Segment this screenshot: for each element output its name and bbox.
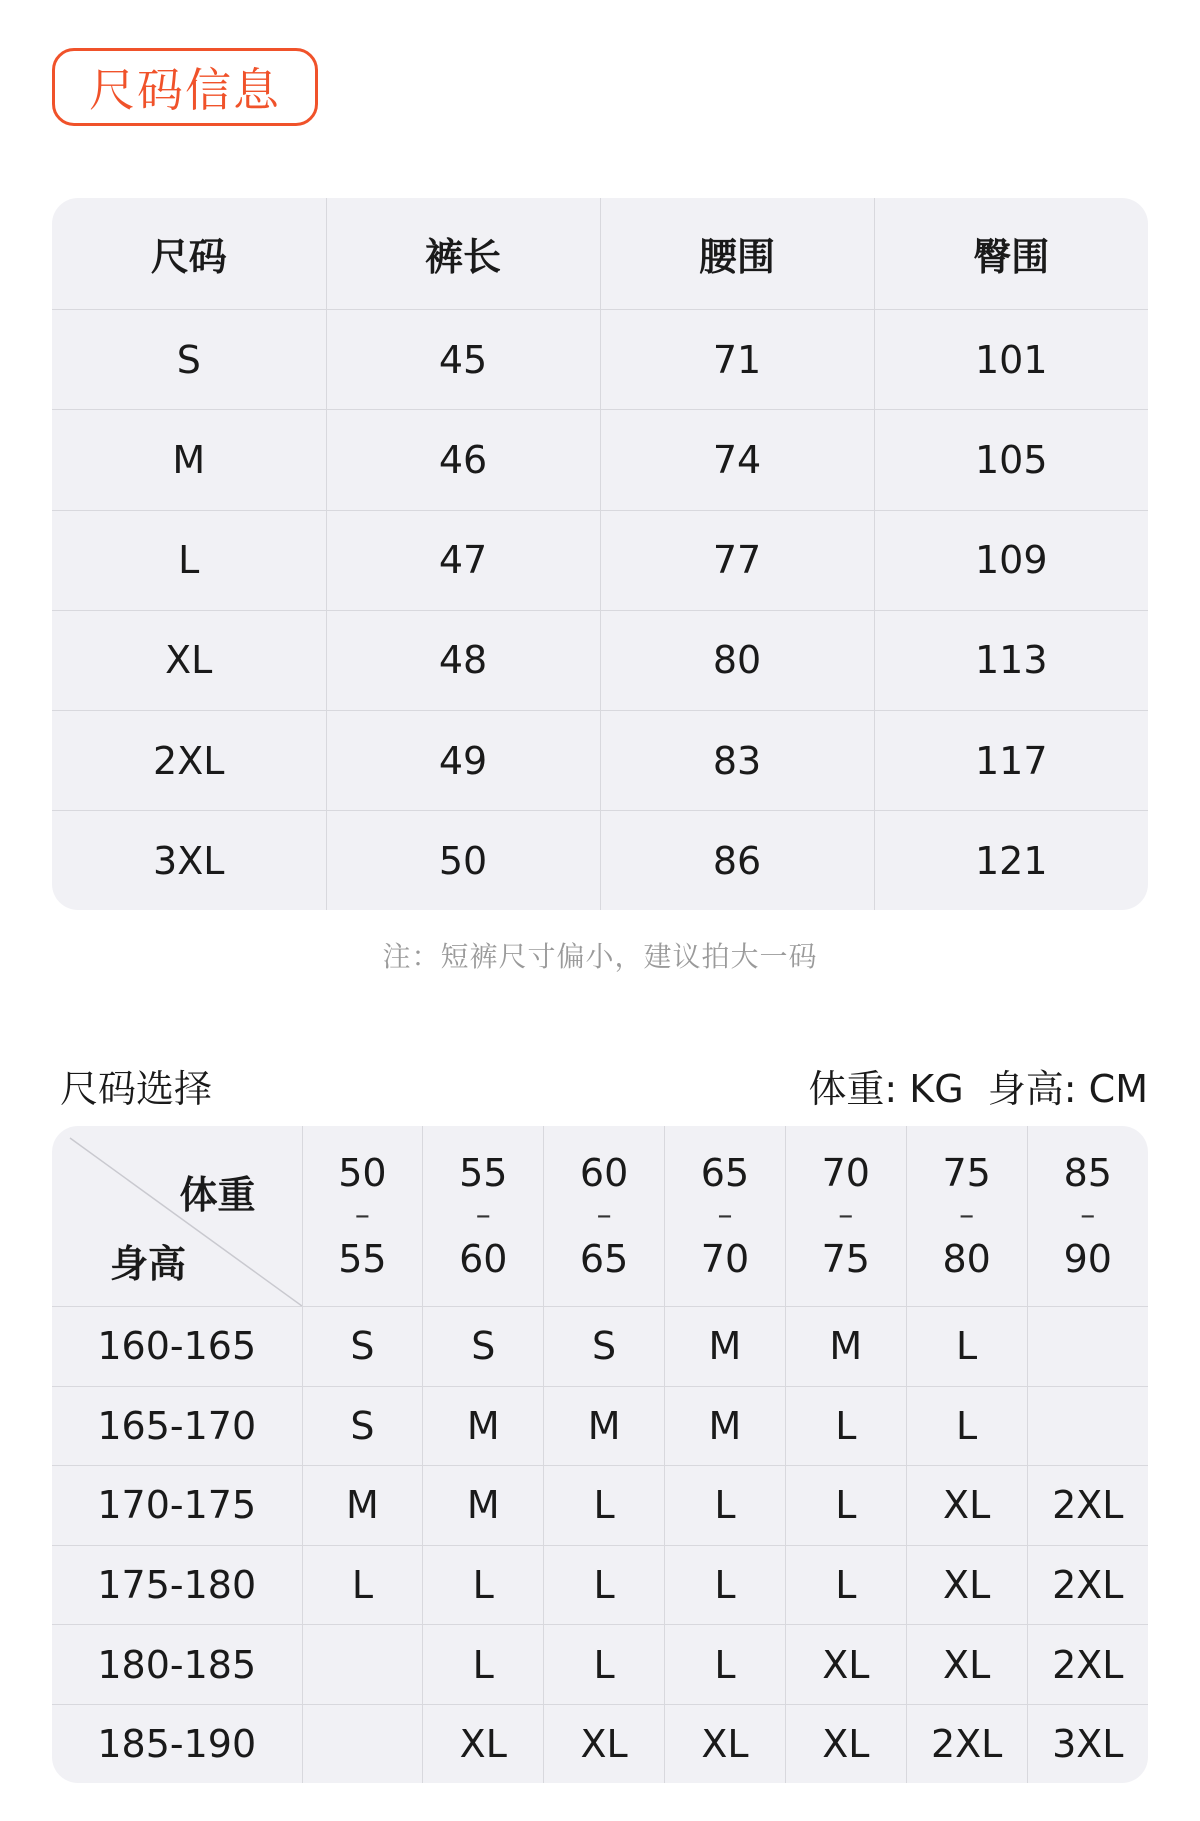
height-range-cell: 165-170	[52, 1386, 302, 1466]
size-info-table	[52, 198, 1148, 910]
table-header-row	[52, 198, 1148, 310]
recommended-size-cell: 2XL	[906, 1704, 1027, 1783]
recommended-size-cell: L	[785, 1386, 906, 1466]
recommended-size-cell: L	[302, 1545, 423, 1625]
table-row	[52, 1704, 1148, 1783]
cell-waist: 80	[600, 610, 874, 710]
table-row	[52, 1466, 1148, 1546]
corner-height-label: 身高	[110, 1242, 187, 1286]
recommended-size-cell: M	[302, 1466, 423, 1546]
cell-hip: 117	[874, 711, 1148, 811]
size-choose-table	[52, 1126, 1148, 1783]
recommended-size-cell	[1027, 1307, 1148, 1387]
cell-size: M	[52, 410, 326, 510]
cell-size: XL	[52, 610, 326, 710]
recommended-size-cell: XL	[423, 1704, 544, 1783]
cell-length: 46	[326, 410, 600, 510]
range-separator: –	[354, 1198, 370, 1233]
cell-waist: 74	[600, 410, 874, 510]
recommended-size-cell: L	[785, 1466, 906, 1546]
recommended-size-cell: L	[906, 1386, 1027, 1466]
recommended-size-cell: L	[544, 1545, 665, 1625]
weight-range-header	[423, 1126, 544, 1307]
section-title-badge	[52, 48, 318, 126]
header-hip: 臀围	[874, 198, 1148, 310]
cell-hip: 113	[874, 610, 1148, 710]
cell-hip: 109	[874, 510, 1148, 610]
recommended-size-cell: 2XL	[1027, 1545, 1148, 1625]
table-row	[52, 310, 1148, 410]
cell-waist: 86	[600, 811, 874, 910]
recommended-size-cell: S	[423, 1307, 544, 1387]
weight-to: 70	[700, 1237, 750, 1281]
recommended-size-cell: M	[544, 1386, 665, 1466]
height-range-cell: 160-165	[52, 1307, 302, 1387]
weight-range-header	[544, 1126, 665, 1307]
weight-to: 90	[1063, 1237, 1112, 1281]
range-separator: –	[838, 1198, 854, 1233]
recommended-size-cell: L	[665, 1545, 786, 1625]
recommended-size-cell: S	[544, 1307, 665, 1387]
table-row	[52, 711, 1148, 811]
weight-range-header	[906, 1126, 1027, 1307]
table-row	[52, 1545, 1148, 1625]
recommended-size-cell: 2XL	[1027, 1466, 1148, 1546]
weight-from: 55	[459, 1151, 508, 1195]
recommended-size-cell	[1027, 1386, 1148, 1466]
recommended-size-cell: M	[665, 1386, 786, 1466]
table-row	[52, 1625, 1148, 1705]
table-row	[52, 610, 1148, 710]
range-separator: –	[959, 1198, 975, 1233]
units-label: 体重: KG 身高: CM	[808, 1067, 1148, 1111]
section-title: 尺码信息	[89, 63, 281, 117]
recommended-size-cell: XL	[665, 1704, 786, 1783]
recommended-size-cell: L	[544, 1466, 665, 1546]
header-waist: 腰围	[600, 198, 874, 310]
recommended-size-cell: L	[665, 1466, 786, 1546]
cell-size: 3XL	[52, 811, 326, 910]
cell-hip: 121	[974, 838, 1048, 883]
recommended-size-cell: M	[785, 1307, 906, 1387]
weight-from: 75	[942, 1151, 991, 1195]
cell-size: 2XL	[52, 711, 326, 811]
weight-from: 70	[821, 1151, 870, 1195]
weight-range-header	[785, 1126, 906, 1307]
size-choose-card	[52, 1126, 1148, 1783]
table-row	[52, 811, 1148, 910]
weight-range-header	[665, 1126, 786, 1307]
recommended-size-cell: M	[665, 1307, 786, 1387]
recommended-size-cell: XL	[906, 1466, 1027, 1546]
corner-weight-label: 体重	[179, 1173, 256, 1217]
recommended-size-cell: 2XL	[1027, 1625, 1148, 1705]
table-row	[52, 1386, 1148, 1466]
height-range-cell: 175-180	[52, 1545, 302, 1625]
range-separator: –	[596, 1198, 612, 1233]
range-separator: –	[1080, 1198, 1096, 1233]
recommended-size-cell: M	[423, 1466, 544, 1546]
weight-to: 60	[459, 1237, 508, 1281]
weight-to: 65	[579, 1237, 629, 1281]
cell-length: 45	[326, 310, 600, 410]
cell-waist: 71	[600, 310, 874, 410]
weight-from: 85	[1063, 1151, 1112, 1195]
cell-length: 48	[326, 610, 600, 710]
cell-hip: 101	[874, 310, 1148, 410]
size-note: 注：短裤尺寸偏小，建议拍大一码	[382, 940, 818, 973]
recommended-size-cell: XL	[906, 1545, 1027, 1625]
weight-from: 65	[700, 1151, 750, 1195]
table-row	[52, 510, 1148, 610]
recommended-size-cell: S	[302, 1307, 423, 1387]
recommended-size-cell: S	[302, 1386, 423, 1466]
weight-to: 80	[942, 1237, 991, 1281]
cell-hip: 105	[874, 410, 1148, 510]
cell-waist: 83	[600, 711, 874, 811]
weight-range-header	[302, 1126, 423, 1307]
table-row	[52, 1307, 1148, 1387]
header-size: 尺码	[52, 198, 326, 310]
recommended-size-cell: XL	[544, 1704, 665, 1783]
weight-to: 55	[338, 1237, 387, 1281]
recommended-size-cell	[302, 1704, 423, 1783]
cell-length: 47	[326, 510, 600, 610]
cell-size: S	[52, 310, 326, 410]
cell-size: L	[52, 510, 326, 610]
recommended-size-cell: L	[785, 1545, 906, 1625]
height-range-cell: 185-190	[52, 1704, 302, 1783]
weight-to: 75	[821, 1237, 870, 1281]
recommended-size-cell: L	[544, 1625, 665, 1705]
recommended-size-cell: M	[423, 1386, 544, 1466]
recommended-size-cell: XL	[906, 1625, 1027, 1705]
height-range-cell: 180-185	[52, 1625, 302, 1705]
size-choose-label: 尺码选择	[60, 1067, 213, 1111]
weight-from: 50	[338, 1151, 387, 1195]
range-separator: –	[717, 1198, 733, 1233]
weight-from: 60	[579, 1151, 629, 1195]
size-info-card	[52, 198, 1148, 910]
cell-waist: 77	[600, 510, 874, 610]
cell-length: 49	[326, 711, 600, 811]
recommended-size-cell	[302, 1625, 423, 1705]
recommended-size-cell: L	[906, 1307, 1027, 1387]
table-header-row	[52, 1126, 1148, 1307]
recommended-size-cell: XL	[785, 1625, 906, 1705]
recommended-size-cell: L	[423, 1545, 544, 1625]
header-length: 裤长	[326, 198, 600, 310]
cell-length: 50	[326, 811, 600, 910]
recommended-size-cell: L	[665, 1625, 786, 1705]
height-range-cell: 170-175	[52, 1466, 302, 1546]
recommended-size-cell: L	[423, 1625, 544, 1705]
corner-header	[52, 1126, 302, 1307]
weight-range-header	[1027, 1126, 1148, 1307]
range-separator: –	[475, 1198, 491, 1233]
recommended-size-cell: 3XL	[1052, 1721, 1124, 1766]
recommended-size-cell: XL	[785, 1704, 906, 1783]
table-row	[52, 410, 1148, 510]
